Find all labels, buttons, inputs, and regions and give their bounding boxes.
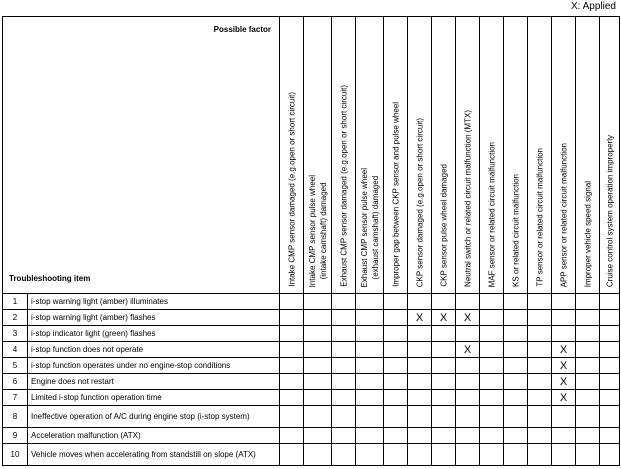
troubleshooting-item: Acceleration malfunction (ATX) — [28, 428, 280, 444]
applied-mark — [456, 444, 480, 466]
table-row — [3, 374, 620, 390]
applied-mark — [304, 390, 332, 406]
applied-mark — [552, 310, 576, 326]
factor-label: APP sensor or related circuit malfunction — [559, 142, 568, 287]
row-number: 3 — [3, 326, 28, 342]
applied-mark — [432, 358, 456, 374]
troubleshooting-item: i-stop function does not operate — [28, 342, 280, 358]
applied-mark — [280, 326, 304, 342]
applied-mark — [552, 406, 576, 428]
applied-mark — [576, 390, 600, 406]
row-number: 5 — [3, 358, 28, 374]
applied-mark — [576, 428, 600, 444]
applied-mark — [332, 310, 356, 326]
applied-mark — [280, 374, 304, 390]
applied-mark — [456, 406, 480, 428]
factor-label: MAF sensor or related circuit malfunction — [487, 141, 496, 287]
applied-mark — [432, 326, 456, 342]
table-row — [3, 406, 620, 428]
applied-mark — [304, 444, 332, 466]
troubleshooting-item: i-stop function operates under no engine-stop conditions — [28, 358, 280, 374]
applied-mark — [356, 444, 384, 466]
factor-header — [480, 17, 504, 294]
applied-mark — [528, 310, 552, 326]
applied-mark — [356, 374, 384, 390]
row-number: 4 — [3, 342, 28, 358]
applied-mark — [280, 428, 304, 444]
factor-header — [456, 17, 480, 294]
factor-header — [600, 17, 620, 294]
applied-mark — [432, 444, 456, 466]
factor-label: Intake CMP sensor damaged (e.g.open or short circuit) — [287, 92, 296, 287]
factor-label: CKP sensor damaged (e.g.open or short circuit) — [415, 117, 424, 287]
applied-mark — [528, 406, 552, 428]
table-row — [3, 294, 620, 310]
applied-mark — [576, 444, 600, 466]
applied-mark — [332, 326, 356, 342]
applied-mark — [432, 428, 456, 444]
applied-mark — [528, 374, 552, 390]
applied-mark — [408, 294, 432, 310]
factor-label: Cruise control system operation improperly — [605, 134, 614, 287]
applied-mark — [504, 310, 528, 326]
applied-mark — [576, 326, 600, 342]
applied-mark — [356, 326, 384, 342]
applied-mark — [552, 428, 576, 444]
applied-mark — [528, 342, 552, 358]
applied-mark — [384, 444, 408, 466]
troubleshooting-item: Limited i-stop function operation time — [28, 390, 280, 406]
troubleshooting-item: i-stop indicator light (green) flashes — [28, 326, 280, 342]
applied-mark — [432, 374, 456, 390]
applied-mark — [600, 342, 620, 358]
applied-mark — [356, 342, 384, 358]
troubleshooting-item: Engine does not restart — [28, 374, 280, 390]
applied-mark — [480, 428, 504, 444]
applied-mark — [576, 358, 600, 374]
factor-header — [356, 17, 384, 294]
applied-mark — [456, 326, 480, 342]
applied-mark — [480, 326, 504, 342]
applied-mark: X — [432, 310, 456, 326]
applied-mark — [480, 294, 504, 310]
applied-mark — [432, 406, 456, 428]
factor-label: Neutral switch or related circuit malfunction (MTX) — [463, 110, 472, 287]
applied-mark — [528, 358, 552, 374]
applied-mark — [304, 310, 332, 326]
factor-header — [504, 17, 528, 294]
applied-mark — [408, 428, 432, 444]
applied-mark — [304, 342, 332, 358]
applied-mark — [356, 406, 384, 428]
applied-mark — [408, 358, 432, 374]
applied-mark — [280, 294, 304, 310]
troubleshooting-item: Ineffective operation of A/C during engine stop (i-stop system) — [28, 406, 280, 428]
applied-mark — [600, 428, 620, 444]
applied-mark — [384, 428, 408, 444]
applied-mark: X — [552, 390, 576, 406]
legend: X: Applied — [570, 1, 616, 12]
applied-mark — [480, 358, 504, 374]
troubleshooting-item: Vehicle moves when accelerating from standstill on slope (ATX) — [28, 444, 280, 466]
applied-mark: X — [552, 374, 576, 390]
applied-mark — [504, 374, 528, 390]
applied-mark — [384, 406, 408, 428]
factor-label: TP sensor or related circuit malfunction — [535, 148, 544, 287]
applied-mark — [600, 310, 620, 326]
applied-mark — [480, 390, 504, 406]
applied-mark — [600, 326, 620, 342]
applied-mark — [304, 406, 332, 428]
applied-mark — [480, 374, 504, 390]
table-row — [3, 358, 620, 374]
factor-header — [576, 17, 600, 294]
applied-mark — [456, 390, 480, 406]
applied-mark — [332, 358, 356, 374]
applied-mark — [304, 428, 332, 444]
applied-mark — [456, 374, 480, 390]
row-number: 6 — [3, 374, 28, 390]
applied-mark — [384, 326, 408, 342]
factor-header — [552, 17, 576, 294]
applied-mark — [456, 294, 480, 310]
applied-mark — [408, 326, 432, 342]
factor-header — [332, 17, 356, 294]
applied-mark — [332, 342, 356, 358]
applied-mark — [576, 294, 600, 310]
applied-mark — [304, 374, 332, 390]
applied-mark — [504, 358, 528, 374]
applied-mark — [332, 444, 356, 466]
table-row — [3, 390, 620, 406]
applied-mark — [528, 428, 552, 444]
applied-mark — [432, 342, 456, 358]
table-row — [3, 444, 620, 466]
row-number: 10 — [3, 444, 28, 466]
applied-mark — [552, 294, 576, 310]
applied-mark — [408, 374, 432, 390]
applied-mark: X — [552, 358, 576, 374]
applied-mark — [356, 310, 384, 326]
applied-mark — [504, 390, 528, 406]
applied-mark — [480, 406, 504, 428]
table-row — [3, 310, 620, 326]
applied-mark — [504, 326, 528, 342]
factor-label: Improper vehicle speed signal — [583, 180, 592, 287]
applied-mark — [576, 342, 600, 358]
applied-mark — [480, 444, 504, 466]
applied-mark — [600, 390, 620, 406]
table-header-corner — [3, 17, 280, 294]
applied-mark — [600, 406, 620, 428]
troubleshooting-item: i-stop warning light (amber) illuminates — [28, 294, 280, 310]
applied-mark — [576, 374, 600, 390]
row-number: 8 — [3, 406, 28, 428]
applied-mark — [504, 342, 528, 358]
applied-mark — [408, 342, 432, 358]
applied-mark — [304, 326, 332, 342]
applied-mark — [432, 294, 456, 310]
factor-label: CKP sensor pulse wheel damaged — [439, 164, 448, 287]
factor-label: Exhaust CMP sensor pulse wheel (exhaust camshaft) damaged — [359, 167, 380, 287]
factor-header — [384, 17, 408, 294]
applied-mark — [384, 358, 408, 374]
applied-mark — [504, 428, 528, 444]
applied-mark — [408, 406, 432, 428]
applied-mark — [332, 390, 356, 406]
applied-mark — [356, 428, 384, 444]
factor-header — [432, 17, 456, 294]
applied-mark — [332, 294, 356, 310]
applied-mark — [280, 342, 304, 358]
applied-mark — [356, 390, 384, 406]
table-row — [3, 326, 620, 342]
applied-mark — [504, 444, 528, 466]
applied-mark — [356, 294, 384, 310]
applied-mark — [384, 310, 408, 326]
row-number: 7 — [3, 390, 28, 406]
applied-mark — [408, 390, 432, 406]
table-row — [3, 342, 620, 358]
possible-factor-label: Possible factor — [213, 25, 271, 34]
applied-mark — [600, 358, 620, 374]
applied-mark: X — [552, 342, 576, 358]
applied-mark — [576, 310, 600, 326]
applied-mark — [600, 444, 620, 466]
applied-mark — [304, 294, 332, 310]
factor-label: KS or related circuit malfunction — [511, 174, 520, 287]
applied-mark — [480, 342, 504, 358]
factor-header — [304, 17, 332, 294]
applied-mark — [384, 294, 408, 310]
applied-mark — [600, 294, 620, 310]
applied-mark — [552, 326, 576, 342]
applied-mark — [280, 358, 304, 374]
applied-mark — [432, 390, 456, 406]
applied-mark — [552, 444, 576, 466]
applied-mark — [384, 390, 408, 406]
applied-mark — [356, 358, 384, 374]
applied-mark: X — [456, 310, 480, 326]
applied-mark: X — [456, 342, 480, 358]
applied-mark — [528, 294, 552, 310]
applied-mark — [280, 390, 304, 406]
applied-mark — [332, 428, 356, 444]
factor-label: Improper gap between CKP sensor and pulse wheel — [391, 102, 400, 287]
factor-header — [280, 17, 304, 294]
applied-mark — [456, 358, 480, 374]
applied-mark — [280, 444, 304, 466]
applied-mark — [504, 406, 528, 428]
troubleshooting-item-label: Troubleshooting item — [9, 274, 91, 283]
applied-mark — [456, 428, 480, 444]
applied-mark — [408, 444, 432, 466]
applied-mark — [332, 374, 356, 390]
factor-header — [408, 17, 432, 294]
applied-mark — [280, 406, 304, 428]
troubleshooting-table — [2, 16, 620, 466]
applied-mark — [504, 294, 528, 310]
applied-mark — [332, 406, 356, 428]
factor-label: Exhaust CMP sensor damaged (e.g.open or short circuit) — [339, 85, 348, 287]
factor-header — [528, 17, 552, 294]
applied-mark — [528, 390, 552, 406]
troubleshooting-item: i-stop warning light (amber) flashes — [28, 310, 280, 326]
table-row — [3, 428, 620, 444]
row-number: 1 — [3, 294, 28, 310]
row-number: 9 — [3, 428, 28, 444]
applied-mark — [280, 310, 304, 326]
row-number: 2 — [3, 310, 28, 326]
applied-mark — [480, 310, 504, 326]
applied-mark — [528, 444, 552, 466]
applied-mark — [600, 374, 620, 390]
applied-mark — [384, 342, 408, 358]
applied-mark: X — [408, 310, 432, 326]
factor-label: Intake CMP sensor pulse wheel (intake camshaft) damaged — [307, 174, 328, 287]
applied-mark — [576, 406, 600, 428]
applied-mark — [304, 358, 332, 374]
applied-mark — [384, 374, 408, 390]
applied-mark — [528, 326, 552, 342]
